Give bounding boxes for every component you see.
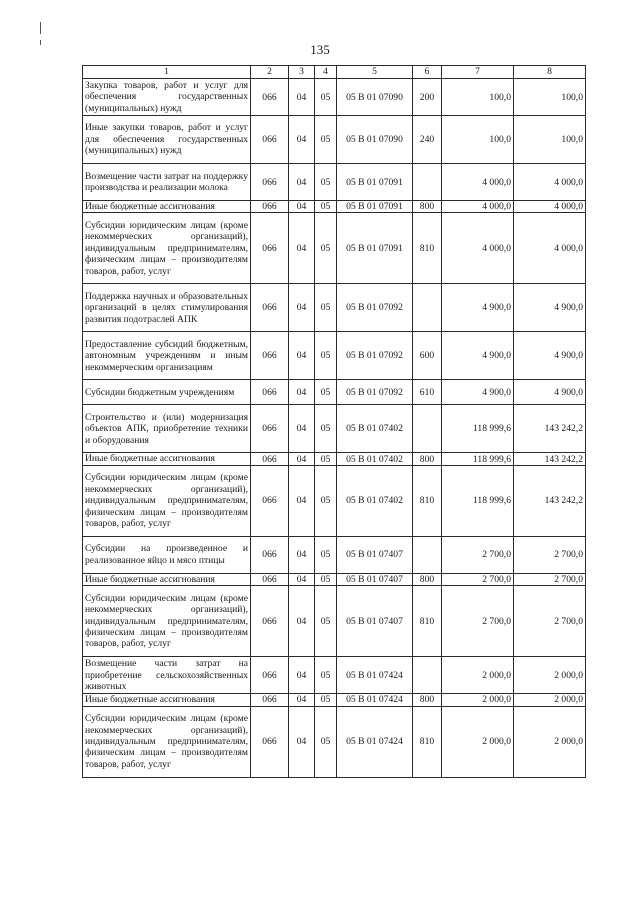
code-cell-subsection: 05 <box>315 586 337 657</box>
header-cell-7: 7 <box>442 66 514 79</box>
code-cell-subsection: 05 <box>315 573 337 585</box>
code-cell-admin: 066 <box>251 706 289 777</box>
amount-cell-year2: 100,0 <box>514 116 586 164</box>
code-cell-expense-type <box>413 164 442 201</box>
code-cell-article: 05 В 01 07402 <box>337 453 413 465</box>
table-row <box>83 573 586 585</box>
row-name-cell: Субсидии юридическим лицам (кроме некоммерческих организаций), индивидуальным предпринимателям, физическим лицам – производителям товаров, работ, услуг <box>83 706 251 777</box>
code-cell-admin: 066 <box>251 694 289 706</box>
row-name-cell: Субсидии юридическим лицам (кроме некоммерческих организаций), индивидуальным предпринимателям, физическим лицам – производителям товаров, работ, услуг <box>83 586 251 657</box>
row-name-cell: Иные бюджетные ассигнования <box>83 573 251 585</box>
code-cell-subsection: 05 <box>315 201 337 213</box>
header-cell-2: 2 <box>251 66 289 79</box>
amount-cell-year1: 4 000,0 <box>442 164 514 201</box>
code-cell-subsection: 05 <box>315 116 337 164</box>
amount-cell-year2: 4 900,0 <box>514 380 586 405</box>
code-cell-subsection: 05 <box>315 405 337 453</box>
table-row <box>83 164 586 201</box>
table-row <box>83 284 586 332</box>
code-cell-admin: 066 <box>251 284 289 332</box>
table-header-row <box>83 66 586 79</box>
code-cell-expense-type: 240 <box>413 116 442 164</box>
code-cell-article: 05 В 01 07091 <box>337 213 413 284</box>
amount-cell-year1: 4 000,0 <box>442 213 514 284</box>
code-cell-expense-type: 800 <box>413 201 442 213</box>
code-cell-section: 04 <box>289 706 315 777</box>
code-cell-section: 04 <box>289 116 315 164</box>
code-cell-section: 04 <box>289 164 315 201</box>
code-cell-admin: 066 <box>251 332 289 380</box>
amount-cell-year2: 100,0 <box>514 79 586 116</box>
row-name-cell: Иные бюджетные ассигнования <box>83 201 251 213</box>
amount-cell-year1: 100,0 <box>442 116 514 164</box>
code-cell-subsection: 05 <box>315 213 337 284</box>
table-row <box>83 706 586 777</box>
amount-cell-year1: 118 999,6 <box>442 465 514 536</box>
table-row <box>83 332 586 380</box>
code-cell-subsection: 05 <box>315 380 337 405</box>
row-name-cell: Субсидии бюджетным учреждениям <box>83 380 251 405</box>
amount-cell-year1: 100,0 <box>442 79 514 116</box>
code-cell-admin: 066 <box>251 79 289 116</box>
code-cell-expense-type: 810 <box>413 586 442 657</box>
code-cell-subsection: 05 <box>315 164 337 201</box>
code-cell-admin: 066 <box>251 380 289 405</box>
code-cell-article: 05 В 01 07092 <box>337 332 413 380</box>
amount-cell-year1: 4 000,0 <box>442 201 514 213</box>
code-cell-article: 05 В 01 07402 <box>337 465 413 536</box>
code-cell-expense-type: 800 <box>413 694 442 706</box>
header-cell-1: 1 <box>83 66 251 79</box>
row-name-cell: Субсидии на произведенное и реализованное яйцо и мясо птицы <box>83 536 251 573</box>
code-cell-section: 04 <box>289 332 315 380</box>
amount-cell-year2: 2 000,0 <box>514 657 586 694</box>
amount-cell-year2: 2 700,0 <box>514 586 586 657</box>
table-row <box>83 116 586 164</box>
code-cell-section: 04 <box>289 536 315 573</box>
row-name-cell: Иные закупки товаров, работ и услуг для обеспечения государственных (муниципальных) нужд <box>83 116 251 164</box>
code-cell-section: 04 <box>289 465 315 536</box>
code-cell-expense-type: 800 <box>413 573 442 585</box>
code-cell-expense-type: 810 <box>413 465 442 536</box>
amount-cell-year2: 4 000,0 <box>514 201 586 213</box>
amount-cell-year2: 143 242,2 <box>514 465 586 536</box>
table-row <box>83 657 586 694</box>
amount-cell-year1: 4 900,0 <box>442 380 514 405</box>
amount-cell-year1: 2 000,0 <box>442 657 514 694</box>
code-cell-expense-type: 810 <box>413 213 442 284</box>
amount-cell-year2: 2 000,0 <box>514 694 586 706</box>
code-cell-subsection: 05 <box>315 284 337 332</box>
code-cell-article: 05 В 01 07090 <box>337 116 413 164</box>
code-cell-section: 04 <box>289 79 315 116</box>
code-cell-expense-type: 800 <box>413 453 442 465</box>
code-cell-subsection: 05 <box>315 536 337 573</box>
code-cell-article: 05 В 01 07424 <box>337 657 413 694</box>
amount-cell-year1: 118 999,6 <box>442 453 514 465</box>
code-cell-section: 04 <box>289 657 315 694</box>
code-cell-section: 04 <box>289 380 315 405</box>
amount-cell-year1: 2 700,0 <box>442 586 514 657</box>
code-cell-admin: 066 <box>251 465 289 536</box>
table-row <box>83 453 586 465</box>
amount-cell-year2: 2 000,0 <box>514 706 586 777</box>
code-cell-article: 05 В 01 07091 <box>337 201 413 213</box>
code-cell-admin: 066 <box>251 201 289 213</box>
code-cell-expense-type <box>413 657 442 694</box>
page-number: 135 <box>310 42 330 57</box>
amount-cell-year2: 2 700,0 <box>514 573 586 585</box>
amount-cell-year1: 4 900,0 <box>442 284 514 332</box>
code-cell-subsection: 05 <box>315 465 337 536</box>
code-cell-admin: 066 <box>251 164 289 201</box>
code-cell-admin: 066 <box>251 536 289 573</box>
code-cell-subsection: 05 <box>315 332 337 380</box>
code-cell-expense-type: 600 <box>413 332 442 380</box>
row-name-cell: Поддержка научных и образовательных организаций в целях стимулирования развития подотраслей АПК <box>83 284 251 332</box>
amount-cell-year1: 2 700,0 <box>442 536 514 573</box>
code-cell-expense-type <box>413 536 442 573</box>
code-cell-section: 04 <box>289 586 315 657</box>
code-cell-section: 04 <box>289 213 315 284</box>
row-name-cell: Субсидии юридическим лицам (кроме некоммерческих организаций), индивидуальным предпринимателям, физическим лицам – производителям товаров, работ, услуг <box>83 465 251 536</box>
code-cell-section: 04 <box>289 573 315 585</box>
table-row <box>83 465 586 536</box>
table-row <box>83 405 586 453</box>
amount-cell-year2: 4 000,0 <box>514 213 586 284</box>
code-cell-admin: 066 <box>251 657 289 694</box>
code-cell-article: 05 В 01 07424 <box>337 694 413 706</box>
code-cell-section: 04 <box>289 284 315 332</box>
code-cell-section: 04 <box>289 201 315 213</box>
code-cell-expense-type <box>413 405 442 453</box>
row-name-cell: Возмещение части затрат на приобретение сельскохозяйственных животных <box>83 657 251 694</box>
amount-cell-year2: 4 900,0 <box>514 332 586 380</box>
code-cell-section: 04 <box>289 453 315 465</box>
header-cell-8: 8 <box>514 66 586 79</box>
code-cell-admin: 066 <box>251 453 289 465</box>
code-cell-admin: 066 <box>251 573 289 585</box>
code-cell-subsection: 05 <box>315 453 337 465</box>
table-row <box>83 536 586 573</box>
table-row <box>83 586 586 657</box>
table-row <box>83 79 586 116</box>
amount-cell-year1: 118 999,6 <box>442 405 514 453</box>
row-name-cell: Строительство и (или) модернизация объектов АПК, приобретение техники и оборудования <box>83 405 251 453</box>
code-cell-article: 05 В 01 07090 <box>337 79 413 116</box>
code-cell-article: 05 В 01 07424 <box>337 706 413 777</box>
code-cell-article: 05 В 01 07407 <box>337 586 413 657</box>
header-cell-3: 3 <box>289 66 315 79</box>
code-cell-subsection: 05 <box>315 706 337 777</box>
header-cell-4: 4 <box>315 66 337 79</box>
amount-cell-year2: 143 242,2 <box>514 453 586 465</box>
code-cell-admin: 066 <box>251 405 289 453</box>
header-cell-6: 6 <box>413 66 442 79</box>
budget-table <box>82 65 586 778</box>
code-cell-article: 05 В 01 07407 <box>337 536 413 573</box>
code-cell-expense-type: 200 <box>413 79 442 116</box>
code-cell-admin: 066 <box>251 586 289 657</box>
code-cell-expense-type: 610 <box>413 380 442 405</box>
code-cell-admin: 066 <box>251 116 289 164</box>
code-cell-expense-type: 810 <box>413 706 442 777</box>
code-cell-article: 05 В 01 07402 <box>337 405 413 453</box>
code-cell-subsection: 05 <box>315 79 337 116</box>
row-name-cell: Иные бюджетные ассигнования <box>83 453 251 465</box>
amount-cell-year1: 2 000,0 <box>442 694 514 706</box>
table-row <box>83 213 586 284</box>
header-cell-5: 5 <box>337 66 413 79</box>
row-name-cell: Субсидии юридическим лицам (кроме некоммерческих организаций), индивидуальным предпринимателям, физическим лицам – производителям товаров, работ, услуг <box>83 213 251 284</box>
code-cell-expense-type <box>413 284 442 332</box>
amount-cell-year1: 2 700,0 <box>442 573 514 585</box>
amount-cell-year2: 2 700,0 <box>514 536 586 573</box>
row-name-cell: Предоставление субсидий бюджетным, автономным учреждениям и иным некоммерческим организациям <box>83 332 251 380</box>
amount-cell-year2: 4 000,0 <box>514 164 586 201</box>
code-cell-admin: 066 <box>251 213 289 284</box>
amount-cell-year2: 4 900,0 <box>514 284 586 332</box>
row-name-cell: Закупка товаров, работ и услуг для обеспечения государственных (муниципальных) нужд <box>83 79 251 116</box>
amount-cell-year1: 4 900,0 <box>442 332 514 380</box>
amount-cell-year2: 143 242,2 <box>514 405 586 453</box>
table-row <box>83 201 586 213</box>
table-row <box>83 694 586 706</box>
margin-mark-top <box>40 22 41 34</box>
code-cell-article: 05 В 01 07407 <box>337 573 413 585</box>
row-name-cell: Возмещение части затрат на поддержку производства и реализации молока <box>83 164 251 201</box>
code-cell-subsection: 05 <box>315 657 337 694</box>
code-cell-article: 05 В 01 07092 <box>337 284 413 332</box>
table-row <box>83 380 586 405</box>
code-cell-subsection: 05 <box>315 694 337 706</box>
code-cell-section: 04 <box>289 694 315 706</box>
code-cell-section: 04 <box>289 405 315 453</box>
amount-cell-year1: 2 000,0 <box>442 706 514 777</box>
row-name-cell: Иные бюджетные ассигнования <box>83 694 251 706</box>
code-cell-article: 05 В 01 07091 <box>337 164 413 201</box>
code-cell-article: 05 В 01 07092 <box>337 380 413 405</box>
